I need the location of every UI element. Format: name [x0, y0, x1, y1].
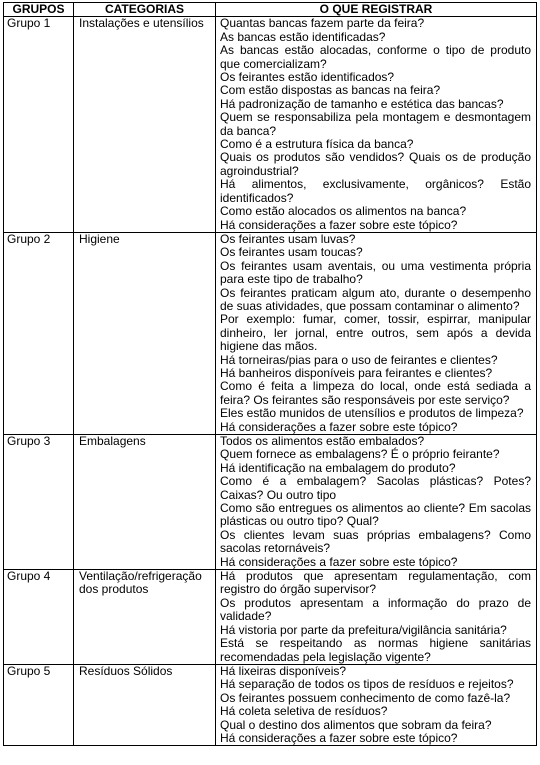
question-item: Os clientes levam suas próprias embalagens? Como sacolas retornáveis? — [220, 527, 531, 556]
question-item: Os feirantes usam luvas? — [220, 231, 356, 246]
table-row — [4, 435, 537, 570]
question-item: Os feirantes praticam algum ato, durante o desempenho de suas atividades, que possam contaminar o alimento? — [220, 285, 531, 313]
questions-cell — [216, 17, 537, 233]
question-item: Há considerações a fazer sobre este tópico? — [220, 419, 458, 434]
question-item: Como são entregues os alimentos ao cliente? Em sacolas plásticas ou outro tipo? Qual? — [220, 501, 531, 529]
question-item: Há padronização de tamanho e estética das bancas? — [220, 96, 504, 111]
question-item: Há coleta seletiva de resíduos? — [220, 704, 388, 719]
categoria-cell: Higiene — [74, 232, 216, 434]
question-item: Quantas bancas fazem parte da feira? — [220, 16, 425, 31]
grupo-cell: Grupo 2 — [4, 232, 74, 434]
question-item: Está se respeitando as normas higiene sanitárias recomendadas pela legislação vigente? — [220, 636, 531, 664]
questions-cell — [216, 232, 537, 434]
registro-table — [3, 2, 537, 746]
header-row — [4, 3, 537, 17]
header-grupos: GRUPOS — [4, 3, 74, 17]
question-item: Há banheiros disponíveis para feirantes e clientes? — [220, 365, 493, 380]
question-item: As bancas estão alocadas, conforme o tipo de produto que comercializam? — [220, 43, 531, 71]
question-item: Há considerações a fazer sobre este tópico? — [220, 730, 458, 745]
categoria-cell: Ventilação/refrigeração dos produtos — [74, 570, 216, 665]
categoria-cell: Resíduos Sólidos — [74, 664, 216, 745]
questions-cell — [216, 570, 537, 665]
grupo-cell: Grupo 4 — [4, 570, 74, 665]
question-item: Há separação de todos os tipos de resíduos e rejeitos? — [220, 677, 514, 692]
question-item: Quem se responsabiliza pela montagem e desmontagem da banca? — [220, 110, 531, 138]
question-item: Como é a estrutura física da banca? — [220, 137, 414, 152]
question-item: Há torneiras/pias para o uso de feirantes e clientes? — [220, 352, 498, 367]
question-item: Há identificação na embalagem do produto? — [220, 460, 456, 475]
question-item: Os feirantes possuem conhecimento de como fazê-la? — [220, 690, 511, 705]
question-item: As bancas estão identificadas? — [220, 29, 386, 44]
grupo-cell: Grupo 3 — [4, 435, 74, 570]
question-item: Os feirantes usam aventais, ou uma vestimenta própria para este tipo de trabalho? — [220, 258, 531, 287]
grupo-cell: Grupo 1 — [4, 17, 74, 233]
question-item: Há vistoria por parte da prefeitura/vigilância sanitária? — [220, 622, 507, 637]
table-row — [4, 232, 537, 434]
question-item: Como é feita a limpeza do local, onde está sediada a feira? Os feirantes são responsáveis por este serviço? — [220, 379, 531, 407]
question-item: Com estão dispostas as bancas na feira? — [220, 83, 441, 98]
question-item: Todos os alimentos estão embalados? — [220, 434, 425, 448]
question-item: Há lixeiras disponíveis? — [220, 663, 347, 678]
table-row — [4, 17, 537, 233]
header-o-que-registrar: O QUE REGISTRAR — [216, 3, 537, 17]
categoria-cell: Embalagens — [74, 435, 216, 570]
table-row — [4, 664, 537, 745]
question-item: Os feirantes estão identificados? — [220, 70, 395, 85]
question-item: Há considerações a fazer sobre este tópico? — [220, 554, 458, 569]
questions-cell — [216, 664, 537, 745]
question-item: Quem fornece as embalagens? É o próprio feirante? — [220, 447, 500, 462]
table-row — [4, 570, 537, 665]
question-item: Por exemplo: fumar, comer, tossir, espirrar, manipular dinheiro, ler jornal, entre outros, sem após a devida higiene das mãos. — [220, 312, 531, 354]
question-item: Quais os produtos são vendidos? Quais os de produção agroindustrial? — [220, 150, 531, 178]
header-categorias: CATEGORIAS — [74, 3, 216, 17]
grupo-cell: Grupo 5 — [4, 664, 74, 745]
question-item: Como estão alocados os alimentos na banca? — [220, 204, 467, 219]
question-item: Os feirantes usam toucas? — [220, 245, 363, 260]
questions-cell — [216, 435, 537, 570]
question-item: Eles estão munidos de utensílios e produtos de limpeza? — [220, 406, 524, 421]
categoria-cell: Instalações e utensílios — [74, 17, 216, 233]
question-item: Há considerações a fazer sobre este tópico? — [220, 217, 458, 232]
table-body — [4, 17, 537, 746]
question-item: Os produtos apresentam a informação do prazo de validade? — [220, 595, 531, 624]
question-item: Há produtos que apresentam regulamentação, com registro do órgão supervisor? — [220, 569, 531, 597]
question-item: Como é a embalagem? Sacolas plásticas? Potes? Caixas? Ou outro tipo — [220, 474, 531, 502]
question-item: Qual o destino dos alimentos que sobram da feira? — [220, 717, 492, 732]
question-item: Há alimentos, exclusivamente, orgânicos? Estão identificados? — [220, 177, 531, 205]
